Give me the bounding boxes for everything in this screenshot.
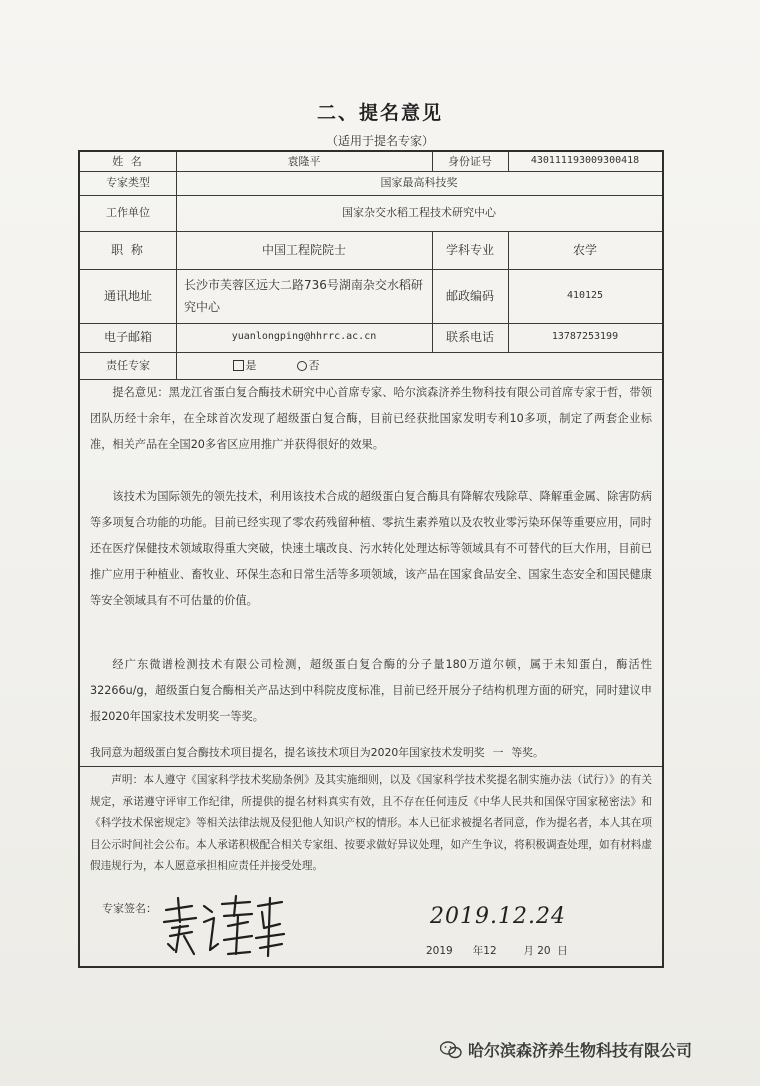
email-label: 电子邮箱 xyxy=(103,330,152,344)
email-value: yuanlongping@hhrrc.ac.cn xyxy=(231,331,377,343)
id-value: 430111193009300418 xyxy=(530,155,640,167)
opinion-paragraph-2: 该技术为国际领先的领先技术，利用该技术合成的超级蛋白复合酶具有降解农残除草、降解重金属、除害防病等多项复合功能的功能。目前已经实现了零农药残留种植、零抗生素养殖以及农牧业零污染环保等重要应用，同时还在医疗保健技术领域取得重大突破，快速土壤改良、污水转化处理达标等领域具有不可替代的巨大作用，目前已推广应用于种植业、畜牧业、环保生态和日常生活等多项领域，该产品在国家食品安全、国家生态安全和国民健康等安全领域具有不可估量的价值。 xyxy=(90,490,652,607)
declaration-text: 声明：本人遵守《国家科学技术奖励条例》及其实施细则，以及《国家科学技术奖提名制实施办法（试行）》的有关规定，承诺遵守评审工作纪律，所提供的提名材料真实有效，且不存在任何违反《中华人民共和国保守国家秘密法》和《科学技术保密规定》等相关法律法规及侵犯他人知识产权的情形。本人已征求被提名者同意，作为提名者，本人其在项目公示时间社会公布。本人承诺积极配合相关专家组、按要求做好异议处理，如产生争议，将积极调查处理，如有材料虚假违规行为，本人愿意承担相应责任并接受处理。 xyxy=(90,774,652,872)
id-label: 身份证号 xyxy=(448,154,492,168)
name-value: 袁隆平 xyxy=(287,154,321,168)
opinion-paragraph-1: 提名意见：黑龙江省蛋白复合酶技术研究中心首席专家、哈尔滨森济养生物科技有限公司首席专家于哲，带领团队历经十余年，在全球首次发现了超级蛋白复合酶，目前已经获批国家发明专利10多项，制定了两套企业标准，相关产品在全国20多省区应用推广并获得很好的效果。 xyxy=(90,386,652,451)
opinion-paragraph-4: 我同意为超级蛋白复合酶技术项目提名，提名该技术项目为2020年国家技术发明奖 一 等奖。 xyxy=(90,740,652,767)
page-title: 二、提名意见 xyxy=(316,102,443,124)
handwritten-signature xyxy=(158,892,288,962)
account-watermark xyxy=(440,1038,692,1061)
page-subtitle: （适用于提名专家） xyxy=(325,134,434,148)
circle-icon xyxy=(297,361,307,371)
work-unit-value: 国家杂交水稻工程技术研究中心 xyxy=(342,206,496,220)
job-title-label: 职 称 xyxy=(111,242,145,257)
responsible-expert-options xyxy=(176,352,376,379)
zip-label: 邮政编码 xyxy=(445,288,494,303)
printed-date: 2019 年12 月 20 日 xyxy=(426,945,568,957)
signature-label: 专家签名： xyxy=(102,902,157,915)
award-grade: 一 xyxy=(485,740,512,767)
major-value: 农学 xyxy=(572,242,597,257)
address-label: 通讯地址 xyxy=(103,288,152,303)
phone-label: 联系电话 xyxy=(445,330,494,344)
option-yes[interactable]: 是 xyxy=(233,359,257,373)
checkbox-icon xyxy=(233,360,244,371)
major-label: 学科专业 xyxy=(445,242,494,257)
wechat-icon xyxy=(440,1041,462,1059)
zip-value: 410125 xyxy=(566,289,604,301)
option-no[interactable]: 否 xyxy=(297,359,320,373)
expert-type-value: 国家最高科技奖 xyxy=(380,176,458,190)
work-unit-label: 工作单位 xyxy=(106,206,150,220)
opinion-paragraph-3: 经广东微谱检测技术有限公司检测，超级蛋白复合酶的分子量180万道尔顿，属于未知蛋白，酶活性32266u/g，超级蛋白复合酶相关产品达到中科院皮度标准，目前已经开展分子结构机理方面的研究，同时建议申报2020年国家技术发明奖一等奖。 xyxy=(90,658,652,723)
phone-value: 13787253199 xyxy=(551,331,619,343)
expert-type-label: 专家类型 xyxy=(106,176,150,190)
handwritten-date: 2019.12.24 xyxy=(430,904,566,929)
name-label: 姓 名 xyxy=(112,154,144,168)
address-value: 长沙市芙蓉区远大二路736号湖南杂交水稻研究中心 xyxy=(184,278,423,314)
responsible-expert-label: 责任专家 xyxy=(106,358,150,372)
nomination-form xyxy=(78,150,664,968)
watermark-text: 哈尔滨森济养生物科技有限公司 xyxy=(468,1041,693,1060)
job-title-value: 中国工程院院士 xyxy=(261,242,346,257)
